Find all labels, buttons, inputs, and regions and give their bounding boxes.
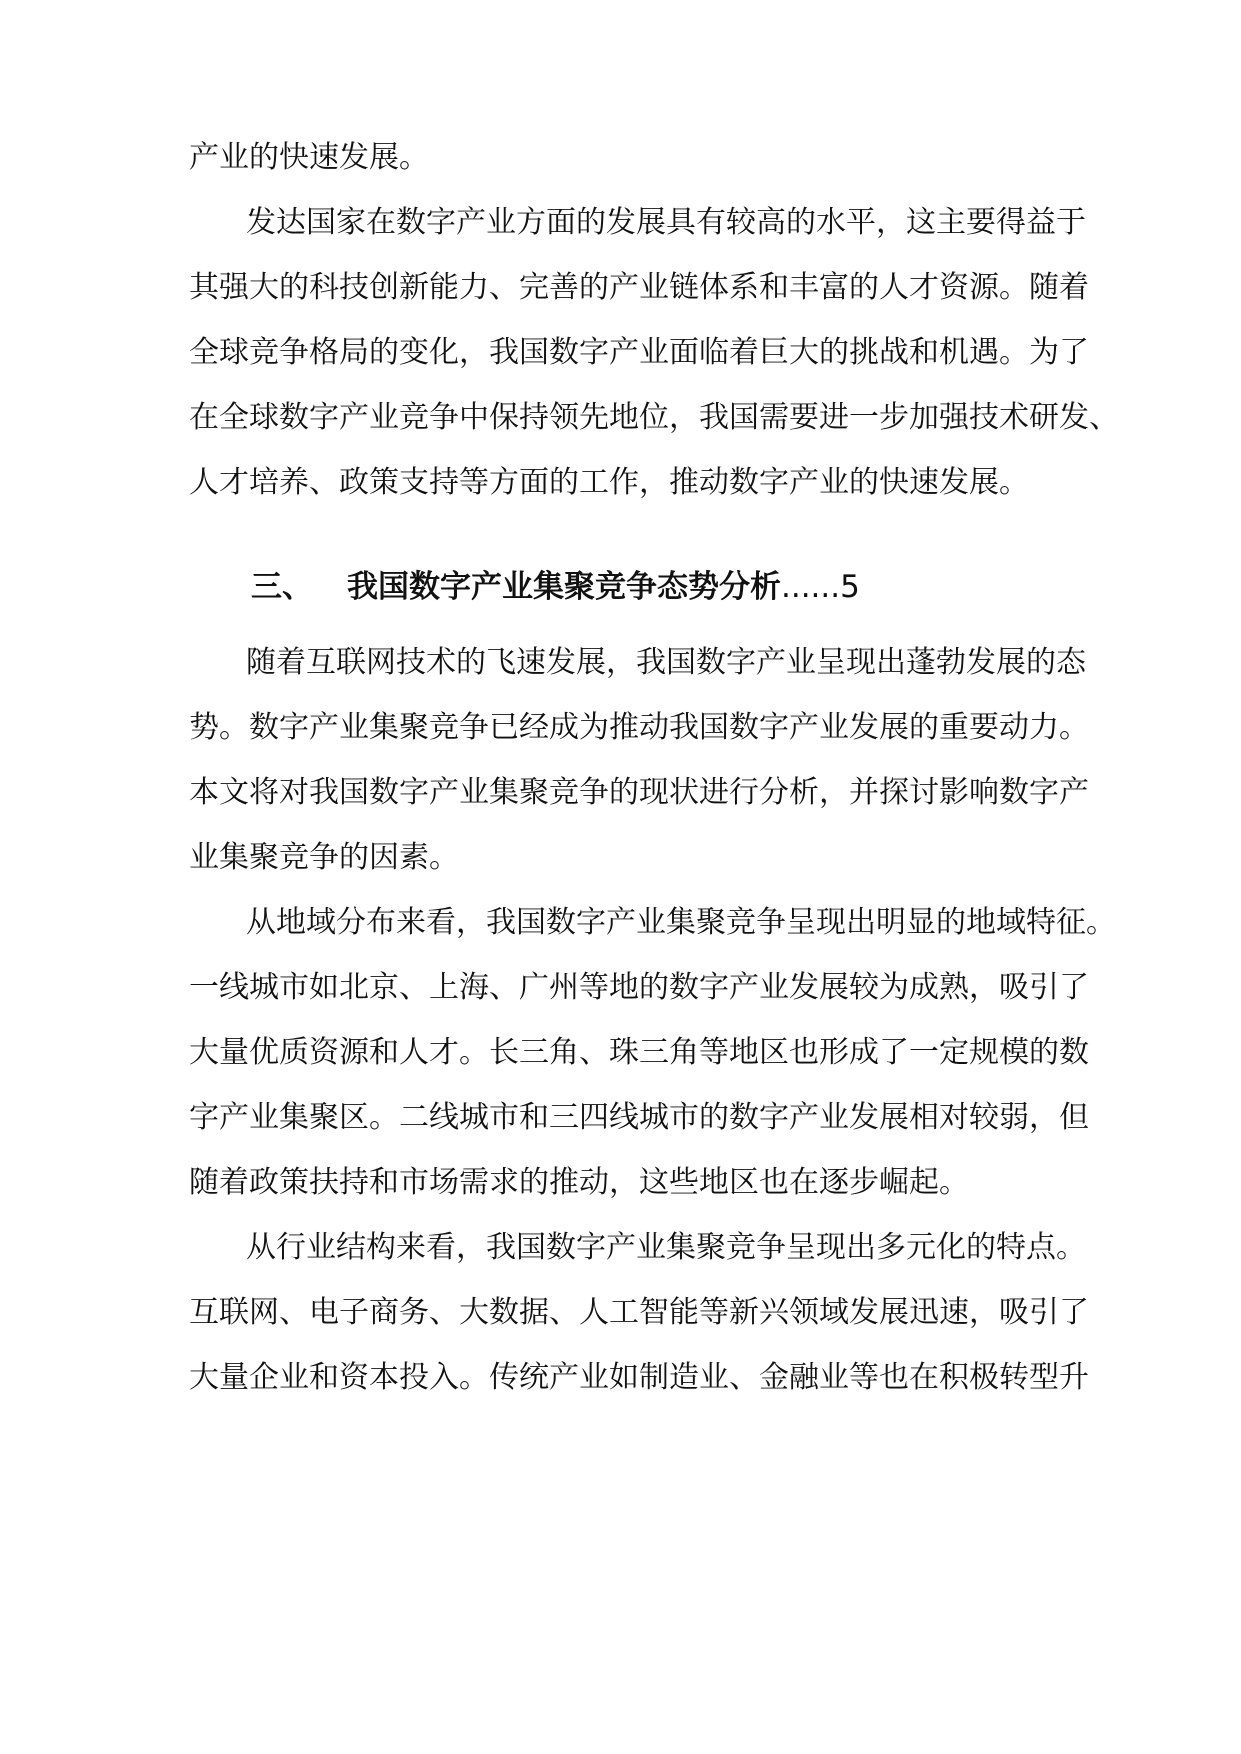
paragraph-start-line: 从行业结构来看，我国数字产业集聚竞争呈现出多元化的特点。 [246,1230,1086,1265]
paragraph-start-line: 随着互联网技术的飞速发展，我国数字产业呈现出蓬勃发展的态 [246,645,1086,680]
text-line: 在全球数字产业竞争中保持领先地位，我国需要进一步加强技术研发、 [189,400,1119,435]
text-line: 业集聚竞争的因素。 [189,840,459,875]
text-line: 其强大的科技创新能力、完善的产业链体系和丰富的人才资源。随着 [189,270,1089,305]
paragraph-start-line: 从地域分布来看，我国数字产业集聚竞争呈现出明显的地域特征。 [246,905,1116,940]
section-page-ref: ......5 [781,569,860,605]
text-line: 本文将对我国数字产业集聚竞争的现状进行分析，并探讨影响数字产 [189,775,1089,810]
section-heading [251,567,860,607]
text-line: 全球竞争格局的变化，我国数字产业面临着巨大的挑战和机遇。为了 [189,335,1089,370]
text-line: 势。数字产业集聚竞争已经成为推动我国数字产业发展的重要动力。 [189,710,1089,745]
text-line: 人才培养、政策支持等方面的工作，推动数字产业的快速发展。 [189,465,1029,500]
section-number: 三、 [251,569,313,605]
text-line: 随着政策扶持和市场需求的推动，这些地区也在逐步崛起。 [189,1165,969,1200]
paragraph-start-line: 发达国家在数字产业方面的发展具有较高的水平，这主要得益于 [246,205,1086,240]
text-line: 字产业集聚区。二线城市和三四线城市的数字产业发展相对较弱，但 [189,1100,1089,1135]
text-line: 大量企业和资本投入。传统产业如制造业、金融业等也在积极转型升 [189,1360,1089,1395]
text-line: 互联网、电子商务、大数据、人工智能等新兴领域发展迅速，吸引了 [189,1295,1089,1330]
text-line: 一线城市如北京、上海、广州等地的数字产业发展较为成熟，吸引了 [189,970,1089,1005]
text-line: 大量优质资源和人才。长三角、珠三角等地区也形成了一定规模的数 [189,1035,1089,1070]
section-title: 我国数字产业集聚竞争态势分析 [347,569,781,605]
text-line: 产业的快速发展。 [189,140,429,175]
